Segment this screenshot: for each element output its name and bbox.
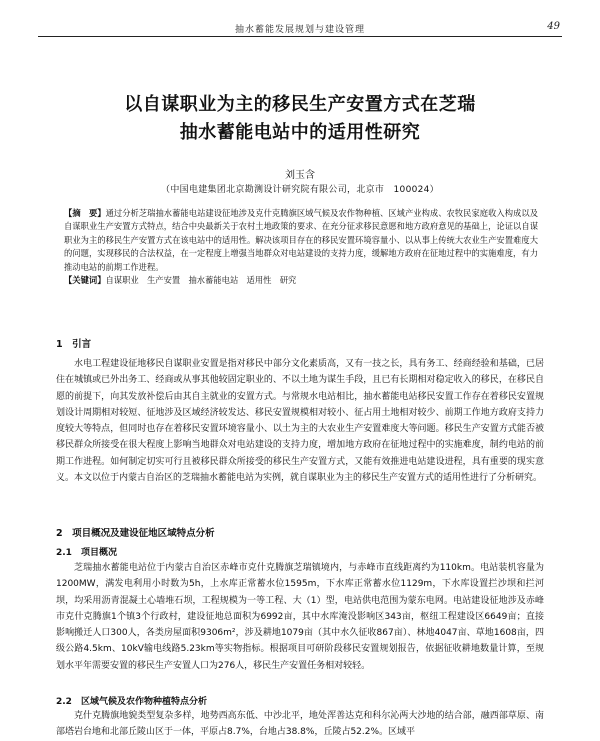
section-2-2-heading: 2.2 区域气候及农作物种植特点分析 <box>56 697 207 707</box>
keywords-label: 【关键词】 <box>64 275 106 286</box>
keywords-line <box>64 274 538 287</box>
abstract-label: 【摘 要】 <box>64 208 106 218</box>
article-title-line-2: 抽水蓄能电站中的适用性研究 <box>179 122 421 143</box>
abstract-text: 通过分析芝瑞抽水蓄能电站建设征地涉及克什克腾旗区域气候及农作物种植、区域产业构成、农牧民家庭收入构成以及自谋职业生产安置方式特点，结合中央最新关于农村土地政策的要求、在充分征求移民意愿和地方政府意见的基础上，论证以自谋职业为主的移民生产安置方式在该电站中的适用性。解决该项目存在的移民安置环境容量小、以从事上传统大农业生产安置难度大的问题，实现移民的合法权益，在一定程度上增强当地群众对电站建设的支持力度，缓解地方政府在征地过程中的实施难度，有力推动电站的前期工作进程。 <box>64 208 538 272</box>
author-affiliation: （中国电建集团北京勘测设计研究院有限公司，北京市 100024） <box>161 185 439 195</box>
keywords-text: 自谋职业 生产安置 抽水蓄能电站 适用性 研究 <box>105 275 297 286</box>
abstract-body <box>64 207 538 274</box>
section-2-2-paragraph: 克什克腾旗地貌类型复杂多样，地势西高东低、中沙北平，地处浑善达克和科尔沁两大沙地的结合部，融西部草原、南部塔岩台地和北部丘陵山区于一体，平原占8.7%，台地占38.8%，丘陵占52.2%。区域平 <box>56 711 544 738</box>
page-number: 49 <box>547 21 560 32</box>
running-title: 抽水蓄能发展规划与建设管理 <box>234 25 365 35</box>
running-header <box>38 20 562 37</box>
section-2-1-heading: 2.1 项目概况 <box>56 548 117 558</box>
section-2-1-paragraph: 芝瑞抽水蓄能电站位于内蒙古自治区赤峰市克什克腾旗芝瑞镇境内，与赤峰市直线距离约为110km。电站装机容量为1200MW，满发电利用小时数为5h，上水库正常蓄水位1595m，下水库正常蓄水位1129m，下水库设置拦沙坝和拦河坝，均采用沥青混凝土心墙堆石坝，工程规模为一等工程、大（1）型，电站供电范围为蒙东电网。电站建设征地涉及赤峰市克什克腾旗1个镇3个行政村，建设征地总面积为6992亩，其中水库淹没影响区343亩，枢纽工程建设区6649亩；直接影响搬迁人口300人，各类房屋面积9306m²，涉及耕地1079亩（其中水久征收867亩）、林地4047亩、草地1608亩，四级公路4.5km、10kV输电线路5.23km等实物指标。根据项目可研阶段移民安置规划报告，依据征收耕地数量计算，至规划水平年需要安置的移民生产安置人口为276人，移民生产安置任务相对较轻。 <box>56 563 544 671</box>
author-name: 刘玉含 <box>285 170 315 181</box>
article-title-line-1: 以自谋职业为主的移民生产安置方式在芝瑞 <box>124 94 476 115</box>
section-1-heading: 1 引言 <box>56 339 92 350</box>
section-2-heading: 2 项目概况及建设征地区域特点分析 <box>56 528 215 539</box>
abstract-block <box>64 207 538 287</box>
section-1-paragraph: 水电工程建设征地移民自谋职业安置是指对移民中部分文化素质高，又有一技之长，具有务工、经商经验和基础，已居住在城镇或已外出务工、经商或从事其他较固定职业的、不以土地为谋生手段，且已有长期相对稳定收入的移民，在移民自愿的前提下，向其发放补偿后由其自主就业的安置方式。与常规水电站相比，抽水蓄能电站移民安置工作存在着移民安置规划设计周期相对较短、征地涉及区域经济较发达、移民安置规模相对较小、征占用土地相对较少、前期工作地方政府支持力度较大等特点，但同时也存在着移民安置环境容量小、以土为主的大农业生产安置难度大等问题。移民生产安置方式能否被移民群众所接受在很大程度上影响当地群众对电站建设的支持力度，增加地方政府在征地过程中的实施难度，制约电站的前期工作进程。如何制定切实可行且被移民群众所接受的移民生产安置方式，又能有效推进电站建设进程，具有重要的现实意义。本文以位于内蒙古自治区的芝瑞抽水蓄能电站为实例，就自谋职业为主的移民生产安置方式的适用性进行了分析研究。 <box>56 359 544 484</box>
